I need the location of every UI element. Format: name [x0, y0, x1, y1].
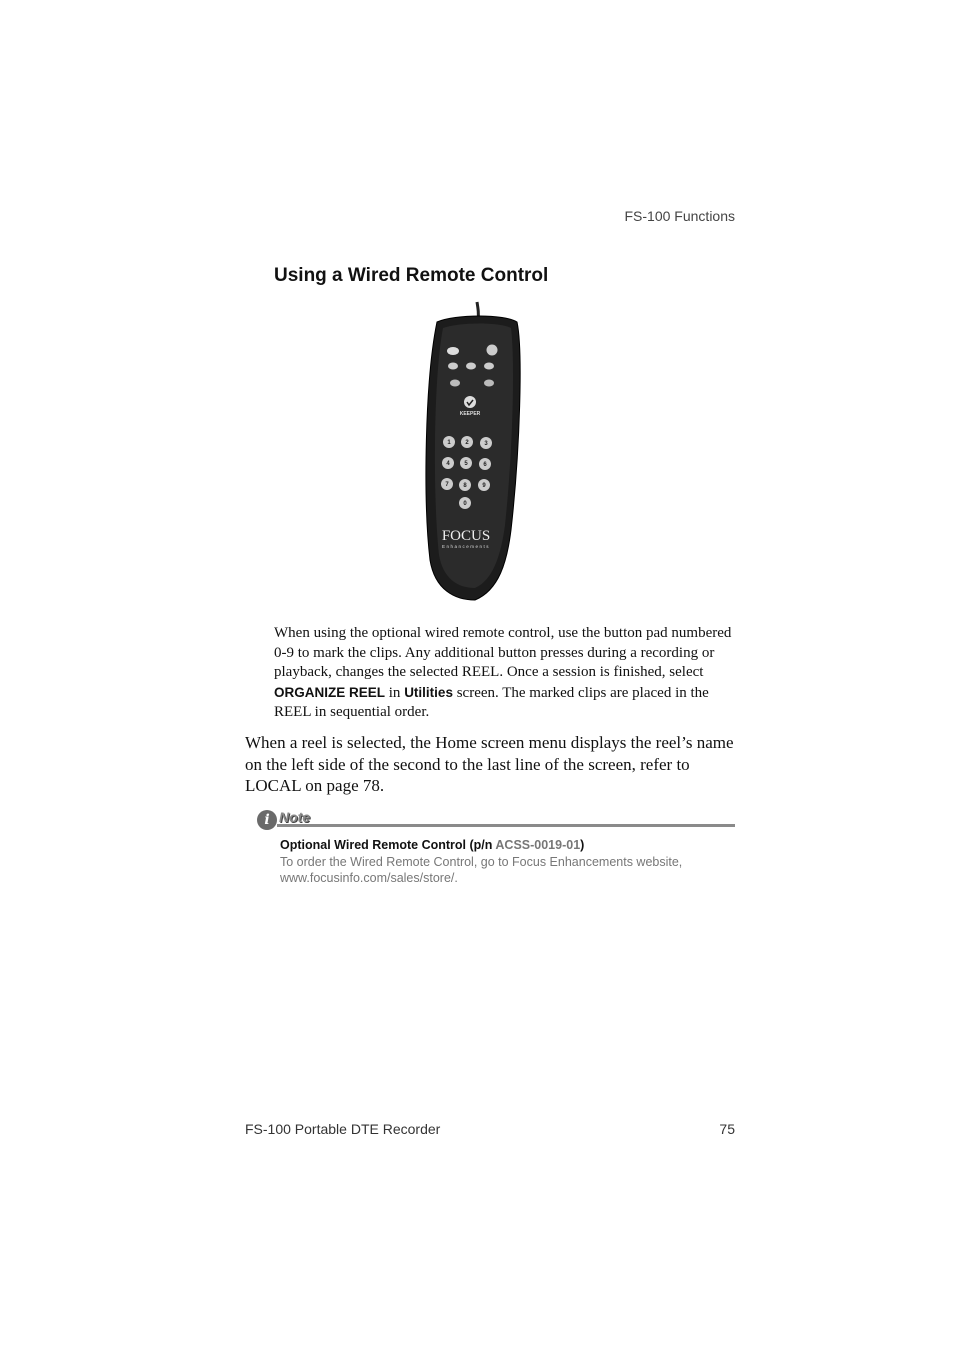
organize-reel-term: ORGANIZE REEL: [274, 684, 386, 700]
body-paragraph-remote: [274, 624, 736, 723]
remote-key-4: 4: [446, 461, 450, 467]
remote-key-8: 8: [463, 483, 467, 489]
remote-control-photo: [415, 300, 540, 605]
part-number: ACSS-0019-01: [495, 838, 581, 852]
para1-text-b: in: [385, 684, 405, 701]
note-body: [280, 854, 720, 886]
remote-key-5: 5: [464, 461, 468, 467]
note-body-line-2: www.focusinfo.com/sales/store/.: [280, 871, 458, 885]
remote-key-7: 7: [445, 482, 449, 488]
footer-title: FS-100 Portable DTE Recorder: [245, 1121, 441, 1137]
note-title-b: ): [580, 838, 585, 852]
remote-key-9: 9: [482, 483, 486, 489]
info-icon: i: [257, 810, 277, 830]
body-paragraph-reel: When a reel is selected, the Home screen menu displays the reel’s name on the left side of the second to the last line of the screen, refer to LOCAL on page 78.: [245, 733, 734, 795]
note-title-a: Optional Wired Remote Control (p/n: [280, 838, 496, 852]
para1-text-a: When using the optional wired remote control, use the button pad numbered 0-9 to mark the clips. Any additional button presses during a recording or playback, changes the selected REEL. Once a session is finished, select: [274, 625, 732, 680]
note-heading: Note: [279, 809, 311, 825]
remote-key-0: 0: [463, 501, 467, 507]
note-header: [257, 808, 735, 832]
para1-text-c: screen. The marked clips are placed in the REEL in sequential order.: [274, 684, 709, 720]
note-title: [280, 838, 584, 852]
note-body-line-1: To order the Wired Remote Control, go to Focus Enhancements website,: [280, 855, 683, 869]
remote-key-3: 3: [484, 441, 488, 447]
utilities-term: Utilities: [404, 684, 453, 700]
remote-brand-logo: FOCUS: [441, 528, 491, 544]
running-header: FS-100 Functions: [624, 208, 735, 224]
remote-keeper-label: KEEPER: [459, 411, 481, 417]
remote-key-6: 6: [483, 462, 487, 468]
remote-key-1: 1: [447, 440, 451, 446]
note-divider: [277, 824, 735, 827]
remote-key-2: 2: [465, 440, 469, 446]
section-title: Using a Wired Remote Control: [274, 265, 549, 286]
page-number: 75: [719, 1121, 735, 1137]
remote-control-illustration: [415, 300, 540, 605]
remote-brand-sub: Enhancements: [441, 544, 491, 549]
